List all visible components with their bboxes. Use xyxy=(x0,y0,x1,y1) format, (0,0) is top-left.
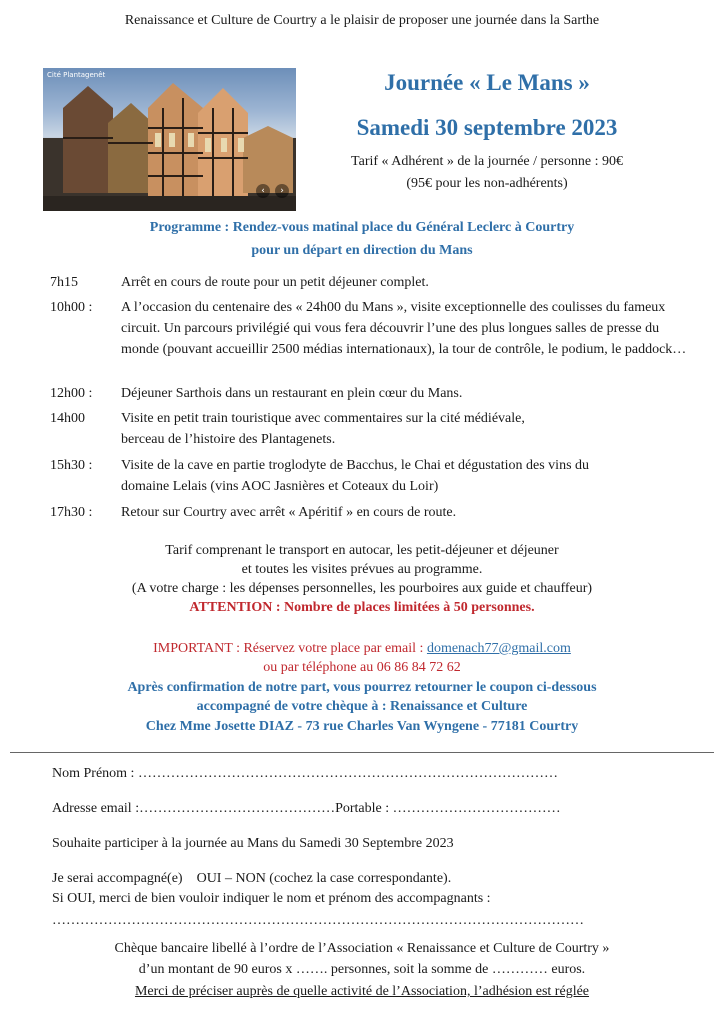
programme-text: Visite de la cave en partie troglodyte de Bacchus, le Chai et dégustation des vins du domaine Lelais (vins AOC Jasnières et Coteaux du Loir) xyxy=(121,458,590,494)
booking-line xyxy=(0,639,724,658)
cheque-amount-line: d’un montant de 90 euros x ……. personnes, soit la somme de ………… euros. xyxy=(138,962,586,977)
programme-text: Arrêt en cours de route pour un petit déjeuner complet. xyxy=(121,275,429,290)
participation-line: Souhaite participer à la journée au Mans du Samedi 30 Septembre 2023 xyxy=(52,836,454,851)
programme-time: 10h00 : xyxy=(50,300,93,315)
programme-subheading: pour un départ en direction du Mans xyxy=(251,243,473,258)
programme-text: Déjeuner Sarthois dans un restaurant en plein cœur du Mans. xyxy=(121,386,463,401)
tarif-info: et toutes les visites prévues au programme. xyxy=(241,562,483,577)
prev-icon[interactable]: ‹ xyxy=(256,184,270,198)
price-member: Tarif « Adhérent » de la journée / personne : 90€ xyxy=(351,154,623,169)
tarif-info: Tarif comprenant le transport en autocar, les petit-déjeuner et déjeuner xyxy=(165,543,559,558)
programme-time: 14h00 xyxy=(50,411,85,426)
event-date: Samedi 30 septembre 2023 xyxy=(356,115,618,140)
accompanied-line[interactable]: Je serai accompagné(e) OUI – NON (cochez la case correspondante). xyxy=(52,871,452,886)
programme-time: 7h15 xyxy=(50,275,78,290)
programme-text: Retour sur Courtry avec arrêt « Apéritif » en cours de route. xyxy=(121,505,457,520)
confirm-line: Après confirmation de notre part, vous pourrez retourner le coupon ci-dessous xyxy=(127,680,597,695)
companions-field[interactable]: …………………………………………………………………………………………………… xyxy=(52,913,584,928)
membership-note: Merci de préciser auprès de quelle activité de l’Association, l’adhésion est réglée xyxy=(134,984,590,999)
programme-text: Visite en petit train touristique avec commentaires sur la cité médiévale, berceau de l’histoire des Plantagenets. xyxy=(121,411,525,447)
if-yes-line: Si OUI, merci de bien vouloir indiquer le nom et prénom des accompagnants : xyxy=(52,891,491,906)
attention-note: ATTENTION : Nombre de places limitées à 50 personnes. xyxy=(189,600,535,615)
important-label: IMPORTANT : Réservez votre place par email : xyxy=(153,641,427,656)
photo-caption: Cité Plantagenêt xyxy=(47,71,106,79)
programme-time: 12h00 : xyxy=(50,386,93,401)
tarif-info: (A votre charge : les dépenses personnelles, les pourboires aux guide et chauffeur) xyxy=(131,581,593,596)
programme-text: A l’occasion du centenaire des « 24h00 du Mans », visite exceptionnelle des coulisses du fameux circuit. Un parcours privilégié qui vous fera découvrir l’une des plus longues salles de presse du monde (pouvant accueillir 2500 médias internationaux), la tour de contrôle, le podium, le paddock… xyxy=(121,300,687,357)
next-icon[interactable]: › xyxy=(275,184,289,198)
name-field[interactable]: Nom Prénom : ……………………………………………………………………………… xyxy=(52,766,558,781)
intro-line: Renaissance et Culture de Courtry a le plaisir de proposer une journée dans la Sarthe xyxy=(124,13,600,28)
confirm-line: accompagné de votre chèque à : Renaissance et Culture xyxy=(196,699,528,714)
programme-time: 17h30 : xyxy=(50,505,93,520)
event-title: Journée « Le Mans » xyxy=(384,70,590,95)
email-link[interactable]: domenach77@gmail.com xyxy=(426,641,571,656)
programme-time: 15h30 : xyxy=(50,458,93,473)
cheque-line: Chèque bancaire libellé à l’ordre de l’Association « Renaissance et Culture de Courtry » xyxy=(114,941,610,956)
separator xyxy=(10,752,714,753)
price-nonmember: (95€ pour les non-adhérents) xyxy=(406,176,568,191)
programme-heading: Programme : Rendez-vous matinal place du Général Leclerc à Courtry xyxy=(149,220,575,235)
address-line: Chez Mme Josette DIAZ - 73 rue Charles Van Wyngene - 77181 Courtry xyxy=(145,719,579,734)
phone-line: ou par téléphone au 06 86 84 72 62 xyxy=(263,660,461,675)
email-field[interactable]: Adresse email :……………………………………Portable : ……………………………… xyxy=(52,801,561,816)
le-mans-photo xyxy=(43,68,296,211)
